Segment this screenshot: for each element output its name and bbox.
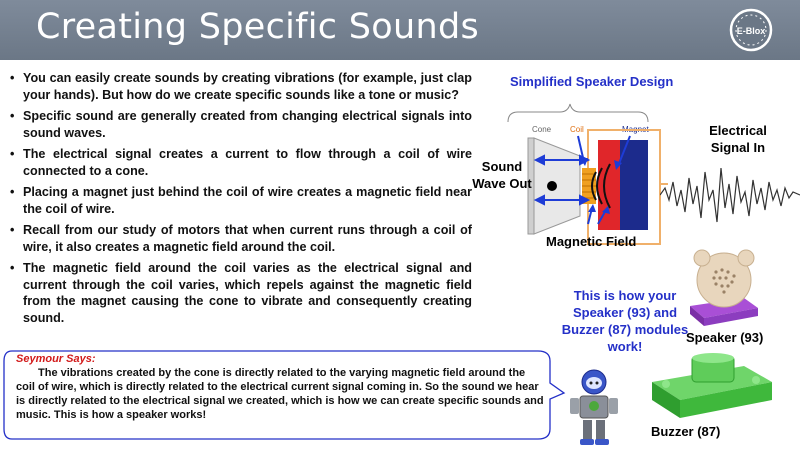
bracket-line <box>508 104 648 122</box>
speaker-module-label: Speaker (93) <box>686 330 764 345</box>
bullet-mark: • <box>10 261 15 275</box>
bullet-mark: • <box>10 223 15 237</box>
slide-title: Creating Specific Sounds <box>36 7 480 47</box>
callout-text: The vibrations created by the cone is directly related to the varying magnetic field around the coil of wire, which is directly related to the electrical current signal coming in. So the sound we hear is directly related to the electrical signal we created, which is how we can create specific sounds and music. This is how a speaker works! <box>16 367 544 421</box>
sound-wave-out-label: Sound Wave Out <box>472 159 532 191</box>
bullet-mark: • <box>10 185 15 199</box>
bullet-mark: • <box>10 109 15 123</box>
cone-label: Cone <box>532 125 552 134</box>
robot-mascot-icon <box>566 368 622 448</box>
bullet-mark: • <box>10 147 15 161</box>
electrical-signal-label: Electrical Signal In <box>709 123 767 155</box>
coil-label: Coil <box>570 125 584 134</box>
modules-note: This is how your Speaker (93) and Buzzer (87) modules work! <box>561 288 689 354</box>
signal-waveform <box>660 160 800 230</box>
speaker-module-icon <box>684 248 762 328</box>
bullet-mark: • <box>10 71 15 85</box>
bullet-item <box>10 184 472 217</box>
bullet-text: Placing a magnet just behind the coil of wire creates a magnetic field near the coil of wire. <box>23 185 472 216</box>
callout-speaker: Seymour Says: <box>16 353 96 365</box>
bullet-item <box>10 260 472 326</box>
diagram-title: Simplified Speaker Design <box>510 74 674 89</box>
title-banner <box>0 0 800 60</box>
bullet-text: The magnetic field around the coil varies as the electrical signal and current through the coil varies, which repels against the magnetic field from the magnet causing the cone to vibrate and consequently creating sound. <box>23 261 472 325</box>
bullet-list <box>10 70 472 331</box>
bullet-item <box>10 70 472 103</box>
logo-text: E-Blox <box>736 26 766 36</box>
dust-cap <box>547 181 557 191</box>
bullet-item <box>10 108 472 141</box>
bullet-text: Specific sound are generally created from changing electrical signals into sound waves. <box>23 109 472 140</box>
magnet-blue <box>620 140 648 230</box>
magnet-label: Magnet <box>622 125 649 134</box>
buzzer-module-label: Buzzer (87) <box>651 424 721 439</box>
bullet-item <box>10 146 472 179</box>
bullet-item <box>10 222 472 255</box>
bullet-text: You can easily create sounds by creating vibrations (for example, just clap your hands). But how do we create specific sounds like a tone or music? <box>23 71 472 102</box>
eblox-logo-icon <box>728 8 774 52</box>
buzzer-module-icon <box>648 352 776 422</box>
bullet-text: The electrical signal creates a current to flow through a coil of wire connected to a cone. <box>23 147 472 178</box>
magnetic-field-label: Magnetic Field <box>546 234 637 249</box>
bullet-text: Recall from our study of motors that when current runs through a coil of wire, it also creates a magnetic field around the coil. <box>23 223 472 254</box>
callout-content <box>16 353 544 422</box>
